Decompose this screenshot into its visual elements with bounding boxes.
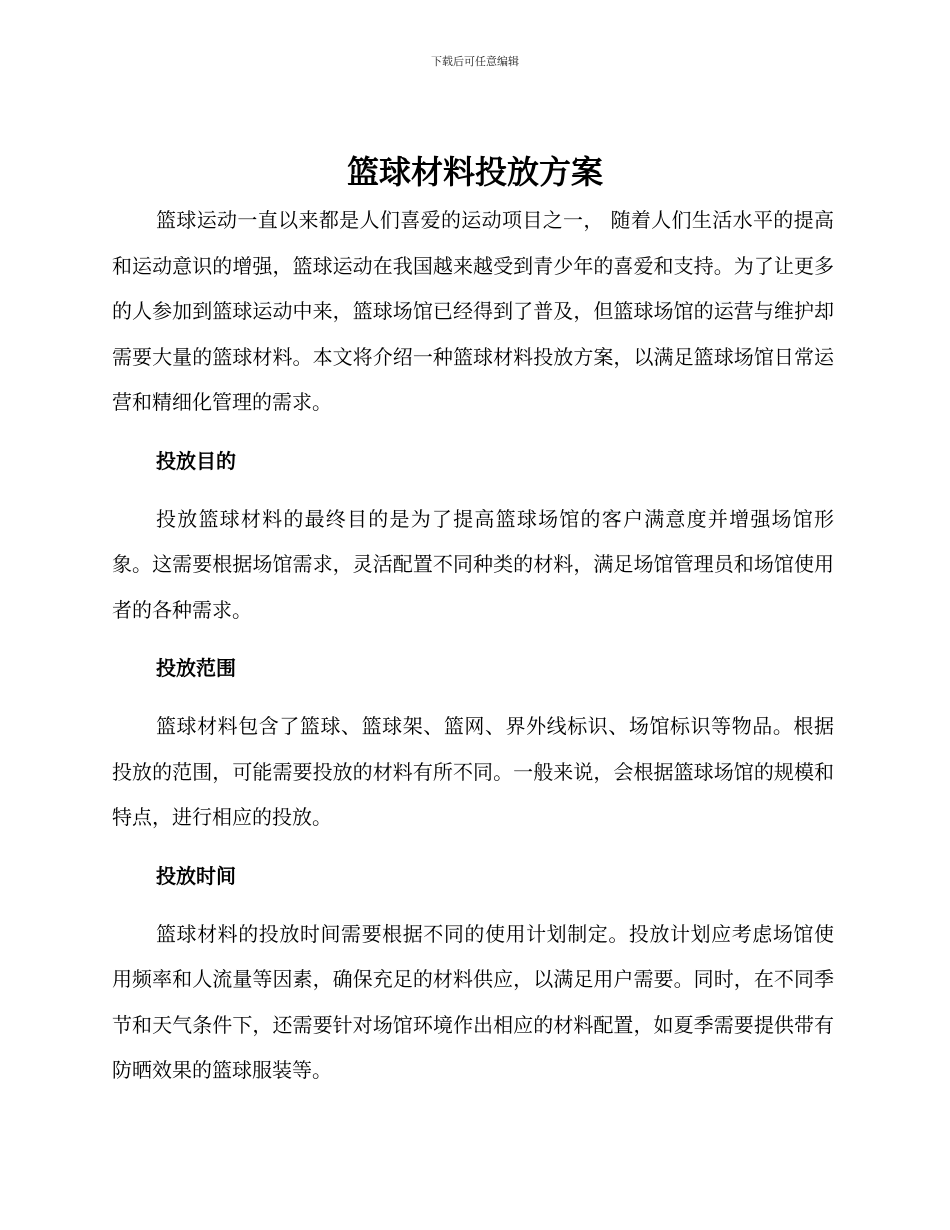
header-note: 下载后可任意编辑 bbox=[431, 55, 519, 68]
document-body bbox=[112, 198, 834, 1094]
section-body-timing: 篮球材料的投放时间需要根据不同的使用计划制定。投放计划应考虑场馆使用频率和人流量等因素，确保充足的材料供应，以满足用户需要。同时，在不同季节和天气条件下，还需要针对场馆环境作出相应的材料配置，如夏季需要提供带有防晒效果的篮球服装等。 bbox=[112, 921, 834, 1082]
section-heading-timing: 投放时间 bbox=[156, 863, 236, 888]
intro-paragraph: 篮球运动一直以来都是人们喜爱的运动项目之一， 随着人们生活水平的提高和运动意识的增强，篮球运动在我国越来越受到青少年的喜爱和支持。为了让更多的人参加到篮球运动中来，篮球场馆已经得到了普及，但篮球场馆的运营与维护却需要大量的篮球材料。本文将介绍一种篮球材料投放方案，以满足篮球场馆日常运营和精细化管理的需求。 bbox=[112, 208, 834, 414]
section-heading-purpose: 投放目的 bbox=[156, 448, 236, 473]
section-body-scope: 篮球材料包含了篮球、篮球架、篮网、界外线标识、场馆标识等物品。根据投放的范围，可能需要投放的材料有所不同。一般来说，会根据篮球场馆的规模和特点，进行相应的投放。 bbox=[112, 714, 834, 829]
section-body-purpose: 投放篮球材料的最终目的是为了提高篮球场馆的客户满意度并增强场馆形象。这需要根据场馆需求，灵活配置不同种类的材料，满足场馆管理员和场馆使用者的各种需求。 bbox=[112, 506, 834, 622]
document-title: 篮球材料投放方案 bbox=[346, 153, 603, 191]
section-heading-scope: 投放范围 bbox=[156, 656, 236, 680]
